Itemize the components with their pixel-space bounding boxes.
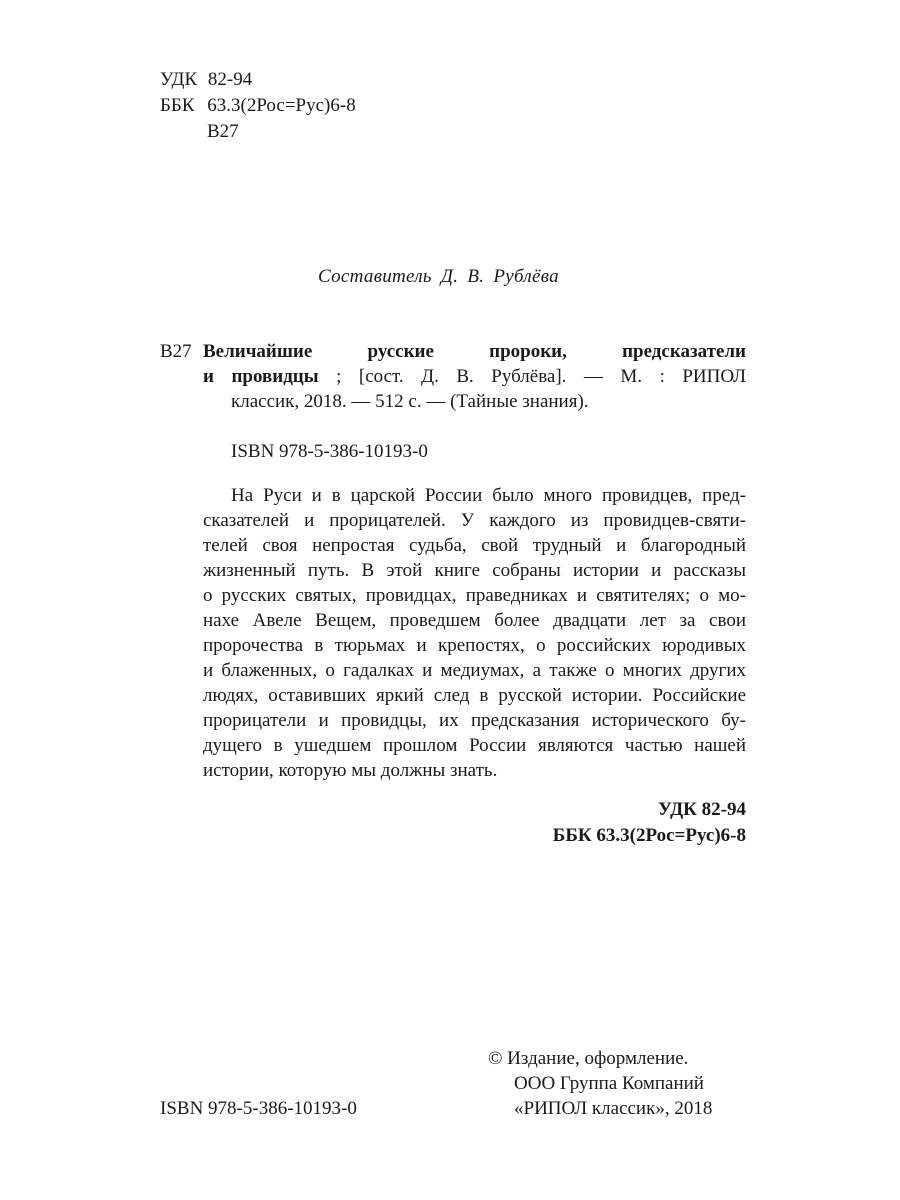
header-bbk [160,94,356,118]
annotation-line: о русских святых, провидцах, праведниках и святителях; о мо- [203,585,746,606]
bib-title-line2-bold: и провидцы [203,366,319,387]
bib-sign: В27 [160,341,192,362]
header-udk-label: УДК [160,69,198,90]
classification-udk: УДК 82-94 [658,799,746,820]
compiler: Составитель Д. В. Рублёва [318,266,559,287]
annotation-line: дущего в ушедшем прошлом России являются частью нашей [203,735,746,756]
bib-line2 [203,365,746,389]
annotation-line: На Руси и в царской России было много провидцев, пред- [231,485,746,506]
annotation-line: людях, оставивших яркий след в русской истории. Российские [203,685,746,706]
annotation-line: жизненный путь. В этой книге собраны истории и рассказы [203,560,746,581]
footer-copyright-line3: «РИПОЛ классик», 2018 [514,1098,713,1119]
classification-bbk: ББК 63.3(2Рос=Рус)6-8 [552,825,746,846]
header-udk-value: 82-94 [207,69,253,90]
annotation-line: нахе Авеле Вещем, проведшем более двадцати лет за свои [203,610,746,631]
footer-copyright-line1: © Издание, оформление. [488,1048,689,1069]
annotation-line: прорицатели и провидцы, их предсказания исторического бу- [203,710,746,731]
header-bbk-value: 63.3(2Рос=Рус)6-8 [207,95,356,116]
bib-line3: классик, 2018. — 512 с. — (Тайные знания). [231,391,589,412]
annotation-line: пророчества в тюрьмах и крепостях, о российских юродивых [203,635,746,656]
footer-copyright-line2: ООО Группа Компаний [514,1073,704,1094]
footer-isbn: ISBN 978-5-386-10193-0 [160,1098,357,1119]
bib-title-line2-rest: ; [сост. Д. В. Рублёва]. — М. : РИПОЛ [336,366,747,387]
bib-isbn: ISBN 978-5-386-10193-0 [231,441,428,462]
bib-title-line1: Величайшие русские пророки, предсказатели [203,341,746,362]
header-bbk-label: ББК [160,95,195,116]
annotation-line: и блаженных, о гадалках и медиумах, а также о многих других [203,660,746,681]
annotation-line: телей своя непростая судьба, свой трудный и благородный [203,535,746,556]
header-author-sign: В27 [207,121,239,142]
annotation-line: сказателей и прорицателей. У каждого из провидцев-святи- [203,510,746,531]
header-udk [160,68,252,92]
annotation-line: истории, которую мы должны знать. [203,760,498,781]
